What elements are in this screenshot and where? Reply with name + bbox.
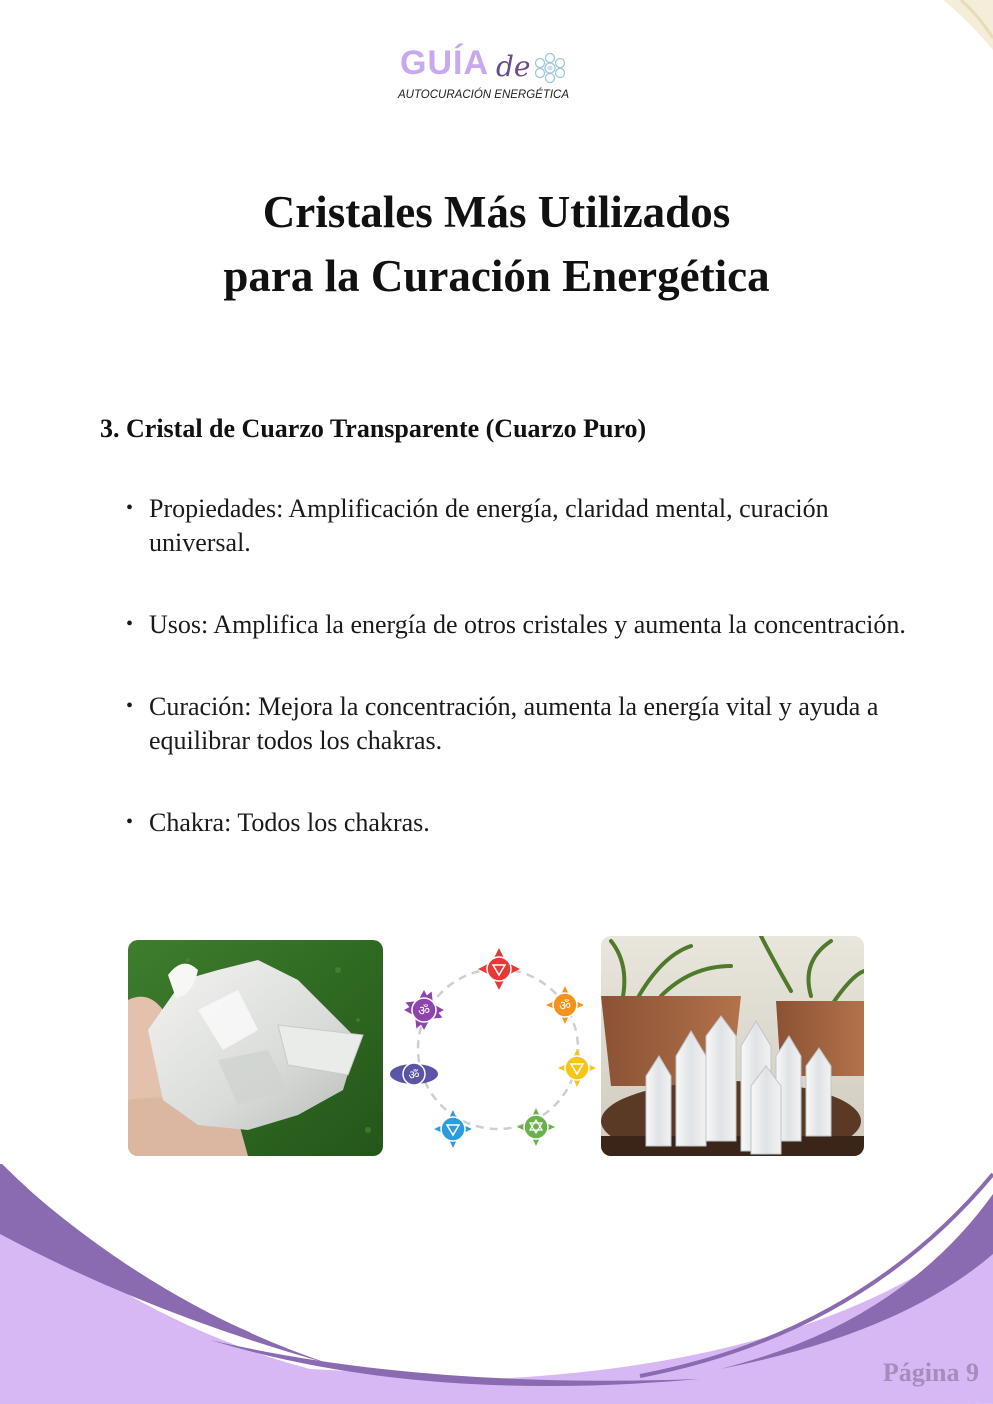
- properties-list: [126, 492, 906, 888]
- list-item: [126, 492, 906, 560]
- list-item: [126, 608, 906, 642]
- svg-text:ॐ: ॐ: [408, 1068, 420, 1082]
- corner-decoration: [923, 0, 993, 70]
- bottom-wave-decoration: [0, 1164, 993, 1404]
- bullet-text-propiedades: Propiedades: Amplificación de energía, claridad mental, curación universal.: [149, 494, 829, 557]
- bullet-icon: •: [126, 695, 134, 717]
- section-heading: 3. Cristal de Cuarzo Transparente (Cuarzo Puro): [100, 414, 647, 443]
- chakra-symbols-wheel: [387, 938, 609, 1156]
- logo-subtitle: AUTOCURACIÓN ENERGÉTICA: [398, 89, 570, 101]
- bullet-icon: •: [126, 497, 134, 519]
- chakra-solar-plexus-icon: [558, 1049, 596, 1087]
- logo-de-text: de: [496, 50, 531, 83]
- list-item: [126, 690, 906, 758]
- svg-text:ॐ: ॐ: [559, 999, 571, 1014]
- quartz-points-photo: [601, 936, 864, 1156]
- logo-guia-text: GUÍA: [400, 44, 489, 82]
- svg-text:ॐ: ॐ: [418, 1004, 430, 1019]
- bullet-icon: •: [126, 613, 134, 635]
- page-number: Página 9: [882, 1358, 979, 1387]
- guide-logo: [392, 44, 612, 108]
- page-title: [0, 180, 993, 308]
- mandala-icon: [532, 50, 568, 86]
- title-line-1: Cristales Más Utilizados: [262, 187, 731, 237]
- chakra-third-eye-icon: [390, 1063, 438, 1085]
- bullet-text-curacion: Curación: Mejora la concentración, aumenta la energía vital y ayuda a equilibrar todos los chakras.: [149, 692, 879, 755]
- bullet-text-usos: Usos: Amplifica la energía de otros cristales y aumenta la concentración.: [149, 610, 906, 639]
- chakra-throat-icon: [434, 1110, 472, 1148]
- bullet-icon: •: [126, 811, 134, 833]
- title-line-2: para la Curación Energética: [223, 251, 770, 301]
- quartz-cluster-photo: [128, 940, 383, 1156]
- bullet-text-chakra: Chakra: Todos los chakras.: [149, 808, 430, 837]
- list-item: [126, 806, 906, 840]
- chakra-root-icon: [478, 948, 520, 990]
- chakra-heart-icon: [517, 1108, 555, 1146]
- chakra-sacral-icon: [546, 986, 584, 1024]
